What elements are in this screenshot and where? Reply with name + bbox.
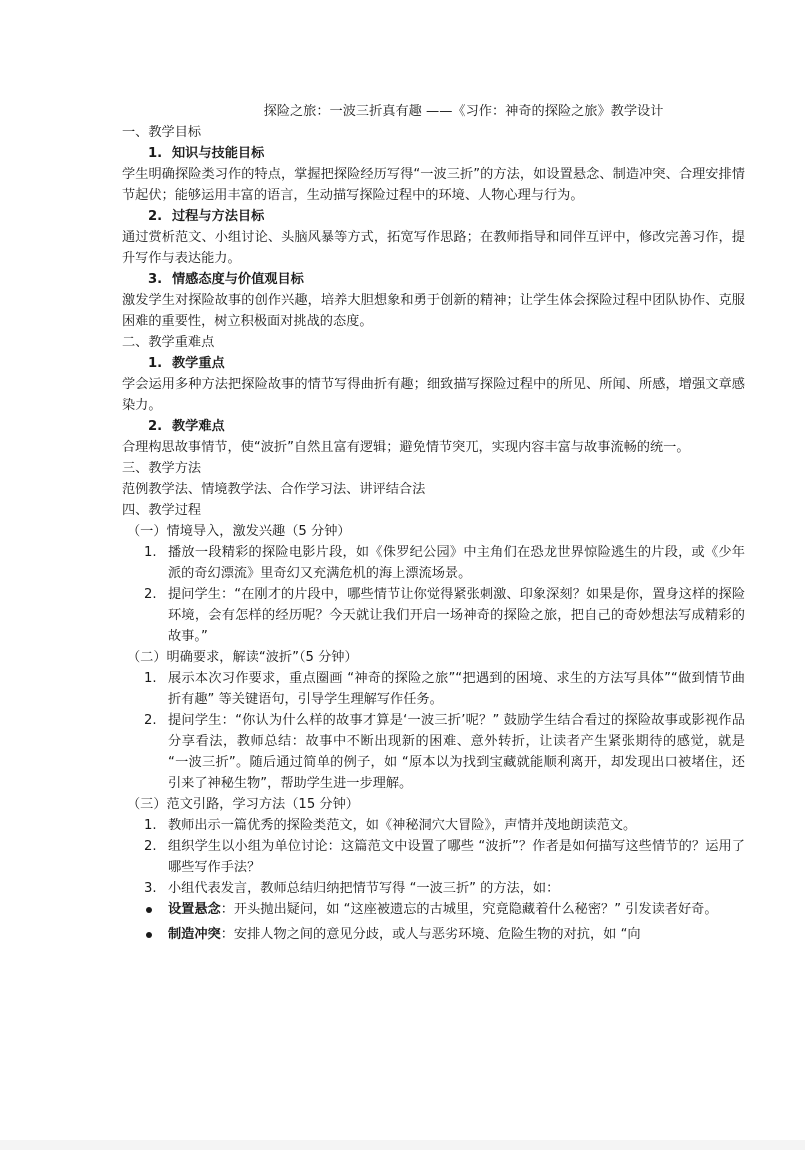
list-text: 播放一段精彩的探险电影片段，如《侏罗纪公园》中主角们在恐龙世界惊险逃生的片段，或《少年派的奇幻漂流》里奇幻又充满危机的海上漂流场景。 <box>168 545 745 581</box>
section-heading: 三、教学方法 <box>122 461 202 476</box>
bullet-keyword: 制造冲突 <box>168 927 221 942</box>
list-number: 1. <box>144 818 157 833</box>
list-number: 3. <box>144 881 157 896</box>
section-heading: 二、教学重难点 <box>122 335 215 350</box>
paragraph: 合理构思故事情节，使“波折”自然且富有逻辑；避免情节突兀，实现内容丰富与故事流畅的统一。 <box>122 440 690 455</box>
paragraph: 范例教学法、情境教学法、合作学习法、讲评结合法 <box>122 482 426 497</box>
paragraph: 通过赏析范文、小组讨论、头脑风暴等方式，拓宽写作思路；在教师指导和同伴互评中，修改完善习作，提升写作与表达能力。 <box>122 230 745 266</box>
bullet-dot-icon <box>146 907 152 913</box>
subheading-number: 2. <box>148 419 163 434</box>
subheading-number: 2. <box>148 209 163 224</box>
subheading-number: 1. <box>148 356 163 371</box>
bullet-text: ：安排人物之间的意见分歧，或人与恶劣环境、危险生物的对抗，如 “向 <box>220 927 641 942</box>
list-item <box>122 710 745 794</box>
list-item <box>122 815 745 836</box>
subheading <box>148 353 745 374</box>
bullet-item <box>122 899 745 920</box>
list-text: 教师出示一篇优秀的探险类范文，如《神秘洞穴大冒险》，声情并茂地朗读范文。 <box>168 818 637 833</box>
subheading-title: 教学重点 <box>172 356 225 371</box>
subheading <box>148 416 745 437</box>
subheading-number: 3. <box>148 272 163 287</box>
list-text: 提问学生：“在刚才的片段中，哪些情节让你觉得紧张刺激、印象深刻？如果是你，置身这样的探险环境，会有怎样的经历呢？今天就让我们开启一场神奇的探险之旅，把自己的奇妙想法写成精彩的故事。” <box>168 587 745 644</box>
list-item <box>122 836 745 878</box>
subheading <box>148 143 745 164</box>
section-heading: 一、教学目标 <box>122 125 202 140</box>
section-heading: 四、教学过程 <box>122 503 202 518</box>
phase-heading: （一）情境导入，激发兴趣（5 分钟） <box>127 524 351 539</box>
bullet-keyword: 设置悬念 <box>168 902 221 917</box>
paragraph: 学会运用多种方法把探险故事的情节写得曲折有趣；细致描写探险过程中的所见、所闻、所感，增强文章感染力。 <box>122 377 745 413</box>
bullet-item <box>122 924 745 945</box>
list-item <box>122 542 745 584</box>
list-item <box>122 584 745 647</box>
subheading-title: 教学难点 <box>172 419 225 434</box>
list-number: 2. <box>144 587 157 602</box>
subheading-title: 过程与方法目标 <box>172 209 265 224</box>
bullet-text: ：开头抛出疑问，如 “这座被遗忘的古城里，究竟隐藏着什么秘密？” 引发读者好奇。 <box>220 902 718 917</box>
list-text: 展示本次习作要求，重点圈画 “神奇的探险之旅”“把遇到的困境、求生的方法写具体”“做到情节曲折有趣” 等关键语句，引导学生理解写作任务。 <box>168 671 745 707</box>
list-number: 2. <box>144 713 157 728</box>
list-text: 小组代表发言，教师总结归纳把情节写得 “一波三折” 的方法，如： <box>168 881 560 896</box>
subheading-number: 1. <box>148 146 163 161</box>
paragraph: 激发学生对探险故事的创作兴趣，培养大胆想象和勇于创新的精神；让学生体会探险过程中团队协作、克服困难的重要性，树立积极面对挑战的态度。 <box>122 293 745 329</box>
phase-heading: （三）范文引路，学习方法（15 分钟） <box>127 797 359 812</box>
bullet-dot-icon <box>146 932 152 938</box>
subheading <box>148 206 745 227</box>
list-item <box>122 878 745 899</box>
subheading-title: 知识与技能目标 <box>172 146 265 161</box>
subheading-title: 情感态度与价值观目标 <box>172 272 304 287</box>
phase-heading: （二）明确要求，解读“波折”（5 分钟） <box>127 650 358 665</box>
paragraph: 学生明确探险类习作的特点，掌握把探险经历写得“一波三折”的方法，如设置悬念、制造冲突、合理安排情节起伏；能够运用丰富的语言，生动描写探险过程中的环境、人物心理与行为。 <box>122 167 745 203</box>
list-number: 1. <box>144 545 157 560</box>
document-title: 探险之旅：一波三折真有趣 ——《习作：神奇的探险之旅》教学设计 <box>263 104 664 119</box>
subheading <box>148 269 745 290</box>
list-text: 组织学生以小组为单位讨论：这篇范文中设置了哪些 “波折”？作者是如何描写这些情节的？运用了哪些写作手法？ <box>168 839 745 875</box>
list-text: 提问学生：“你认为什么样的故事才算是‘一波三折’呢？” 鼓励学生结合看过的探险故事或影视作品分享看法，教师总结：故事中不断出现新的困难、意外转折，让读者产生紧张期待的感觉，就是 “一波三折”。随后通过简单的例子，如 “原本以为找到宝藏就能顺利离开，却发现出口被堵住，还引来了神秘生物”，帮助学生进一步理解。 <box>168 713 745 791</box>
list-number: 1. <box>144 671 157 686</box>
list-number: 2. <box>144 839 157 854</box>
list-item <box>122 668 745 710</box>
